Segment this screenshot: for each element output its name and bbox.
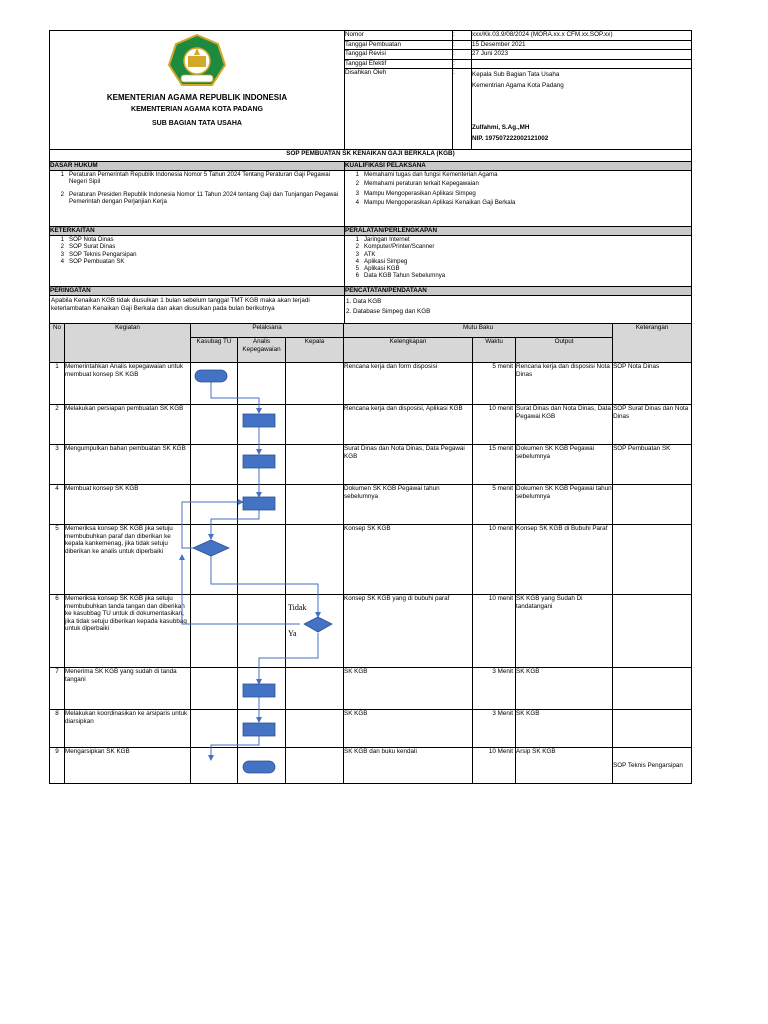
field-tanggal-revisi-value: 27 Juni 2023 (472, 50, 692, 60)
list-item: 2 SOP Surat Dinas (60, 243, 116, 251)
row-keterangan: SOP Nota Dinas (613, 363, 692, 405)
list-item: 4 SOP Pembuatan SK (60, 257, 125, 265)
row-waktu: 10 menit (473, 525, 516, 595)
org-name-national: KEMENTERIAN AGAMA REPUBLIK INDONESIA (106, 93, 288, 102)
col-header-pelaksana: Pelaksana (191, 324, 344, 338)
colon: : (453, 40, 472, 50)
row-output: Dokumen SK KGB Pegawai sebelumnya (516, 445, 613, 485)
row-output: Rencana kerja dan disposisi Nota Dinas (516, 363, 613, 405)
field-tanggal-efektif-value (472, 59, 692, 69)
row-kelengkapan: Dokumen SK KGB Pegawai tahun sebelumnya (344, 485, 473, 525)
list-item: 2 Komputer/Printer/Scanner (355, 243, 435, 251)
row-keterangan (613, 595, 692, 668)
col-header-kegiatan: Kegiatan (65, 324, 191, 363)
list-item: 1 SOP Nota Dinas (60, 236, 114, 243)
list-item: 1. Data KGB (346, 298, 382, 305)
row-no: 6 (50, 595, 65, 668)
col-header-kasubag: Kasubag TU (191, 338, 238, 363)
approver-title: Kepala Sub Bagian Tata Usaha (472, 71, 560, 78)
list-item: 3 SOP Teknis Pengarsipan (60, 250, 137, 258)
row-waktu: 10 Menit (473, 748, 516, 784)
list-item: 2 Peraturan Presiden Republik Indonesia Nomor 11 Tahun 2024 tentang Gaji dan Tunjangan Pegawai Pemerintah dengan Perjanjian Kerja (60, 190, 339, 205)
field-tanggal-efektif-label: Tanggal Efektif (345, 59, 453, 69)
row-no: 7 (50, 668, 65, 710)
peralatan-list (345, 236, 692, 287)
field-tanggal-pembuatan-label: Tanggal Pembuatan (345, 40, 453, 50)
table-row (50, 710, 692, 748)
row-kelengkapan: Surat Dinas dan Nota Dinas, Data Pegawai KGB (344, 445, 473, 485)
col-header-kelengkapan: Kelengkapan (344, 338, 473, 363)
colon: : (453, 50, 472, 60)
row-waktu: 3 Menit (473, 668, 516, 710)
colon: : (453, 59, 472, 69)
list-item: 2. Database Simpeg dan KGB (346, 307, 431, 315)
row-kegiatan: Memerintahkan Analis kepegawaian untuk membuat konsep SK KGB (65, 363, 191, 405)
row-keterangan: SOP Surat Dinas dan Nota Dinas (613, 405, 692, 445)
row-output: SK KGB (516, 668, 613, 710)
row-kelengkapan: Rencana kerja dan disposisi, Aplikasi KGB (344, 405, 473, 445)
dasar-hukum-list (50, 171, 345, 227)
list-item: 5 Aplikasi KGB (355, 265, 400, 273)
col-header-no: No (50, 324, 65, 363)
field-disahkan-label: Disahkan Oleh (345, 69, 453, 150)
row-kegiatan: Memeriksa konsep SK KGB jika setuju membubuhkan tanda tangan dan diberikan ke kasubbag TU untuk di dokumentasikan, jika tidak setuju diberikan kepada kasubbag untuk diperbaiki (65, 595, 191, 668)
peralatan-heading: PERALATAN/PERLENGKAPAN (345, 227, 692, 236)
col-header-mutu-baku: Mutu Baku (344, 324, 613, 338)
list-item: 1 Peraturan Pemerintah Republik Indonesia Nomor 5 Tahun 2024 Tentang Peraturan Gaji Pegawai Negeri Sipil (60, 171, 330, 186)
flow-label-ya: Ya (288, 629, 297, 638)
list-item: 2 Memahami peraturan terkait Kepegawaian (355, 180, 479, 188)
row-no: 9 (50, 748, 65, 784)
peringatan-heading: PERINGATAN (50, 287, 345, 296)
col-header-output: Output (516, 338, 613, 363)
org-name-city: KEMENTERIAN AGAMA KOTA PADANG (131, 105, 263, 113)
table-row (50, 525, 692, 595)
row-kelengkapan: SK KGB (344, 668, 473, 710)
peringatan-text: Apabila Kenaikan KGB tidak diusulkan 1 bulan sebelum tanggal TMT KGB maka akan terjadi keterlambatan Kenaikan Gaji Berkala dan akan diusulkan pada bulan berikutnya (50, 296, 345, 324)
table-row (50, 595, 692, 668)
list-item: 3 ATK (355, 250, 376, 258)
field-disahkan-value (472, 69, 692, 150)
row-output: SK KGB (516, 710, 613, 748)
signer-name: Zulfahmi, S.Ag.,MH (472, 124, 530, 131)
field-tanggal-pembuatan-value: 15 Desember 2021 (472, 40, 692, 50)
row-kegiatan: Mengarsipkan SK KGB (65, 748, 191, 784)
keterkaitan-heading: KETERKAITAN (50, 227, 345, 236)
dasar-hukum-heading: DASAR HUKUM (50, 162, 345, 171)
row-waktu: 10 menit (473, 405, 516, 445)
list-item: 4 Aplikasi Simpeg (355, 257, 408, 265)
list-item: 1 Jaringan Internet (355, 236, 410, 243)
row-output: SK KGB yang Sudah Di tandatangani (516, 595, 613, 668)
row-kelengkapan: Konsep SK KGB yang di bubuhi paraf (344, 595, 473, 668)
row-keterangan (613, 525, 692, 595)
list-item: 1 Memahami tugas dan fungsi Kementerian Agama (355, 171, 498, 178)
row-no: 2 (50, 405, 65, 445)
row-no: 5 (50, 525, 65, 595)
col-header-keterangan: Keterangan (613, 324, 692, 363)
row-output: Arsip SK KGB (516, 748, 613, 784)
table-row (50, 668, 692, 710)
pencatatan-heading: PENCATATAN/PENDATAAN (345, 287, 692, 296)
col-header-waktu: Waktu (473, 338, 516, 363)
field-nomor-value: xxx/Kk.03.9/08/2024 (MORA.xx.x CFM.xx.SOP.xx) (472, 31, 692, 41)
list-item: 3 Mampu Mengoperasikan Aplikasi Simpeg (355, 189, 476, 197)
row-keterangan (613, 710, 692, 748)
row-kelengkapan: Rencana kerja dan form disposisi (344, 363, 473, 405)
row-kegiatan: Melakukan koordinasikan ke arsiparis untuk diarsipkan (65, 710, 191, 748)
sop-header (49, 30, 692, 162)
list-item: 4 Mampu Mengoperasikan Aplikasi Kenaikan Gaji Berkala (355, 198, 516, 206)
row-keterangan (613, 668, 692, 710)
kualifikasi-list (345, 171, 692, 227)
signer-nip: NIP. 197507222002121002 (472, 135, 549, 142)
row-no: 1 (50, 363, 65, 405)
row-kegiatan: Menerima SK KGB yang sudah di tanda tangani (65, 668, 191, 710)
colon: : (453, 69, 472, 150)
procedure-table (49, 323, 692, 784)
row-output: Konsep SK KGB di Bubuhi Paraf (516, 525, 613, 595)
flow-label-tidak: Tidak (288, 603, 307, 612)
list-item: 6 Data KGB Tahun Sebelumnya (355, 272, 446, 280)
table-row (50, 363, 692, 405)
table-row (50, 405, 692, 445)
table-row (50, 485, 692, 525)
col-header-kepala: Kepala (286, 338, 344, 363)
table-row (50, 748, 692, 784)
row-kegiatan: Mengumpulkan bahan pembuatan SK KGB (65, 445, 191, 485)
row-waktu: 5 menit (473, 485, 516, 525)
table-row (50, 445, 692, 485)
kualifikasi-heading: KUALIFIKASI PELAKSANA (345, 162, 692, 171)
field-nomor-label: Nomor (345, 31, 453, 41)
row-waktu: 15 menit (473, 445, 516, 485)
row-kegiatan: Membuat konsep SK KGB (65, 485, 191, 525)
row-output: Surat Dinas dan Nota Dinas, Data Pegawai KGB (516, 405, 613, 445)
sop-title: SOP PEMBUATAN SK KENAIKAN GAJI BERKALA (KGB) (50, 150, 692, 162)
row-keterangan: SOP Pembuatan SK (613, 445, 692, 485)
row-kelengkapan: SK KGB dan buku kendali (344, 748, 473, 784)
keterkaitan-list (50, 236, 345, 287)
row-no: 3 (50, 445, 65, 485)
header-left (50, 31, 345, 150)
pencatatan-list (345, 296, 692, 324)
row-output: Dokumen SK KGB Pegawai tahun sebelumnya (516, 485, 613, 525)
row-no: 8 (50, 710, 65, 748)
org-unit-name: SUB BAGIAN TATA USAHA (152, 120, 242, 128)
kemenag-logo (166, 34, 228, 90)
row-kegiatan: Memeriksa konsep SK KGB jika setuju membubuhkan paraf dan diberikan ke kepala kankemenag, jika tidak setuju diberikan ke analis untuk diperbaiki (65, 525, 191, 595)
col-header-analis: Analis Kepegawaian (238, 338, 286, 363)
row-kelengkapan: Konsep SK KGB (344, 525, 473, 595)
sop-document (49, 30, 691, 784)
row-waktu: 5 menit (473, 363, 516, 405)
colon: : (453, 31, 472, 41)
approver-office: Kementrian Agama Kota Padang (472, 82, 564, 89)
row-keterangan (613, 485, 692, 525)
row-keterangan: SOP Teknis Pengarsipan (613, 748, 692, 784)
row-waktu: 10 menit (473, 595, 516, 668)
row-waktu: 3 Menit (473, 710, 516, 748)
row-kegiatan: Melakukan persiapan pembuatan SK KGB (65, 405, 191, 445)
row-no: 4 (50, 485, 65, 525)
field-tanggal-revisi-label: Tanggal Revisi (345, 50, 453, 60)
sop-info-sections (49, 161, 692, 324)
row-kelengkapan: SK KGB (344, 710, 473, 748)
